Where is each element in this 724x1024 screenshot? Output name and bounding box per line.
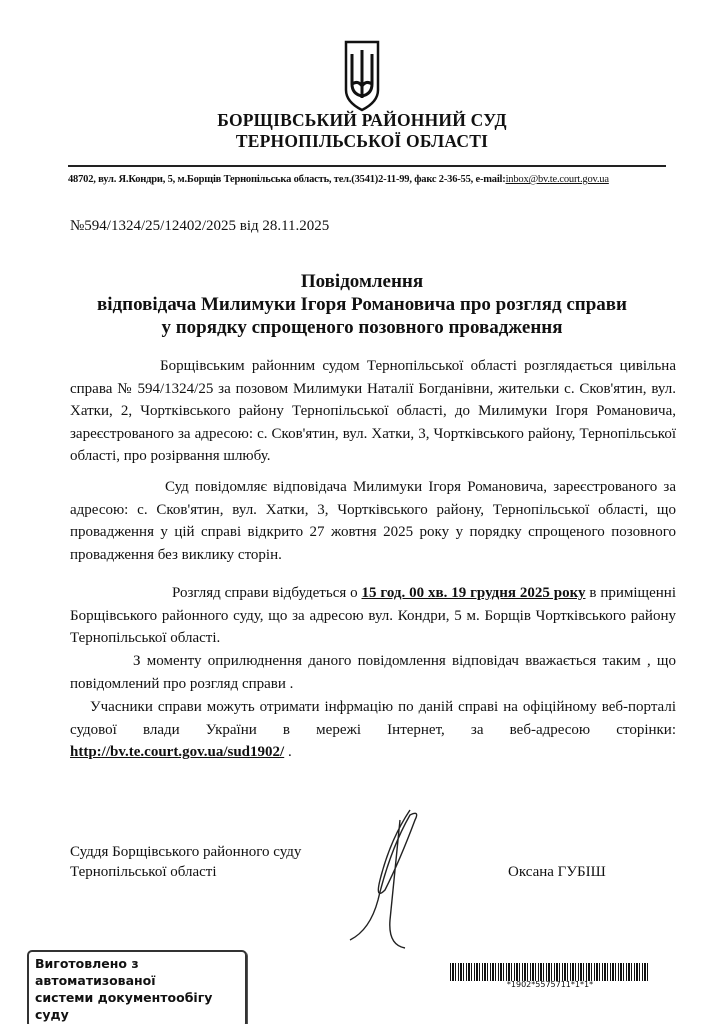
stamp-line2: системи документообігу суду xyxy=(35,990,213,1022)
hearing-text: Розгляд справи відбудеться о xyxy=(172,585,362,601)
court-name-line1: БОРЩІВСЬКИЙ РАЙОННИЙ СУД xyxy=(217,110,507,130)
court-address xyxy=(68,174,609,185)
portal-end: . xyxy=(284,744,292,761)
paragraph-portal xyxy=(70,696,676,764)
paragraph-hearing xyxy=(70,582,676,650)
judge-position xyxy=(70,842,301,882)
judge-position-line1: Суддя Борщівського районного суду xyxy=(70,844,302,860)
portal-text: Учасники справи можуть отримати інфрмацію по даній справі на офіційному веб-порталі судової влади України в мережі Інтернет, за веб-адресою сторінки: xyxy=(70,699,676,738)
notice-subtitle-line1: відповідача Милимуки Ігоря Романовича про розгляд справи xyxy=(96,294,627,315)
barcode xyxy=(450,963,650,981)
judge-position-line2: Тернопільської області xyxy=(70,864,217,880)
automated-system-stamp xyxy=(27,950,247,1024)
stamp-line1: Виготовлено з автоматизованої xyxy=(35,956,156,988)
handwritten-signature xyxy=(330,800,440,950)
header-divider xyxy=(68,165,666,167)
document-number: №594/1324/25/12402/2025 від 28.11.2025 xyxy=(70,218,330,234)
email-link[interactable]: inbox@bv.te.court.gov.ua xyxy=(505,174,609,185)
notice-title: Повідомлення xyxy=(300,271,424,292)
hearing-place: в приміщенні Борщівського районного суду, що за адресою вул. Кондри, 5 м. Борщів Чортківського району Тернопільської області. xyxy=(70,585,676,647)
portal-link[interactable]: http://bv.te.court.gov.ua/sud1902/ xyxy=(70,744,285,761)
paragraph-case: Борщівським районним судом Тернопільської області розглядається цивільна справа № 594/1324/25 за позовом Милимуки Наталії Богданівни, жительки с. Сков'ятин, вул. Хатки, 2, Чортківського району Тернопільської області, до Милимуки Ігоря Романовича, зареєстрованого за адресою: с. Сков'ятин, вул. Хатки, 3, Чортківського району, Тернопільської області, про розірвання шлюбу. xyxy=(70,358,676,465)
paragraph-notified: З моменту оприлюднення даного повідомлення відповідач вважається таким , що повідомлений про розгляд справи . xyxy=(70,653,676,692)
barcode-caption: *1902*5575711*1*1* xyxy=(506,980,594,989)
hearing-date: 15 год. 00 хв. 19 грудня 2025 року xyxy=(361,585,586,601)
court-name-line2: ТЕРНОПІЛЬСЬКОЇ ОБЛАСТІ xyxy=(235,131,489,151)
notice-subtitle-line2: у порядку спрощеного позовного провадження xyxy=(161,317,563,338)
address-text: 48702, вул. Я.Кондри, 5, м.Борщів Тернопільська область, тел.(3541)2-11-99, факс 2-36-55, e-mail: xyxy=(68,174,506,185)
paragraph-notification: Суд повідомляє відповідача Милимуки Ігоря Романовича, зареєстрованого за адресою: с. Сков'ятин, вул. Хатки, 3, Чортківського району, Тернопільської області, що провадження у цій справі відкрито 27 жовтня 2025 року у порядку спрощеного позовного провадження без виклику сторін. xyxy=(70,479,676,563)
judge-name: Оксана ГУБІШ xyxy=(508,864,606,880)
coat-of-arms-trident-icon xyxy=(344,40,380,112)
